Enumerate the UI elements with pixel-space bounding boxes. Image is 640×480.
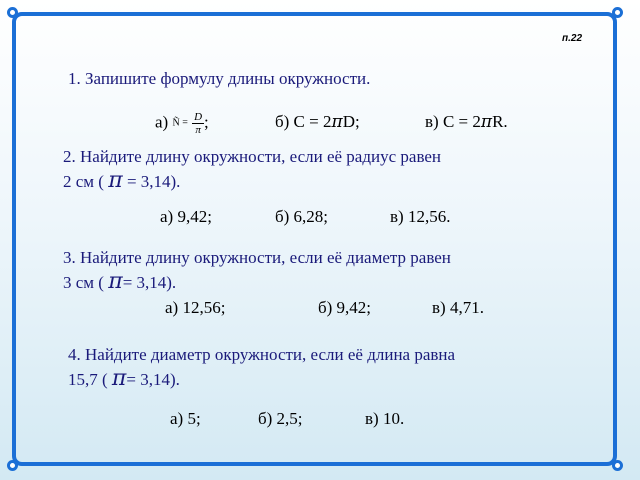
question-4-line1: 4. Найдите диаметр окружности, если её длина равна — [68, 345, 456, 364]
pi-symbol: π — [331, 112, 343, 132]
pi-symbol: π — [111, 366, 127, 391]
q2-option-a[interactable]: а) 9,42; — [160, 207, 212, 226]
q4-option-b[interactable]: б) 2,5; — [258, 409, 303, 428]
q1-option-b[interactable]: б) С = 2πD; — [275, 112, 360, 132]
question-3-line1: 3. Найдите длину окружности, если её диаметр равен — [63, 248, 451, 267]
q1-option-a[interactable]: а) Ñ = $\frac{D}{\pi}$; — [155, 111, 209, 136]
pi-symbol: π — [480, 112, 493, 132]
q3-option-a[interactable]: а) 12,56; — [165, 298, 226, 317]
q4-option-c[interactable]: в) 10. — [365, 409, 405, 428]
formula-fraction: $\frac{D}{\pi}$ — [194, 111, 203, 136]
q2-option-c[interactable]: в) 12,56. — [390, 207, 451, 226]
q3-option-c[interactable]: в) 4,71. — [432, 298, 484, 317]
q2-option-b[interactable]: б) 6,28; — [275, 207, 329, 226]
frame-corner-top-left — [7, 7, 18, 18]
pi-symbol: π — [108, 168, 123, 193]
q1-option-c[interactable]: в) С = 2πR. — [425, 112, 508, 132]
question-2-line2: 2 см ( π = 3,14). — [63, 168, 181, 193]
question-1-text: 1. Запишите формулу длины окружности. — [68, 69, 371, 88]
question-4-line2: 15,7 ( π= 3,14). — [68, 366, 180, 391]
q3-option-b[interactable]: б) 9,42; — [318, 298, 372, 317]
pi-symbol: π — [108, 269, 123, 294]
question-2-line1: 2. Найдите длину окружности, если её радиус равен — [63, 147, 442, 166]
frame-corner-bottom-right — [612, 460, 623, 471]
question-1 — [68, 67, 370, 91]
question-3-line2: 3 см ( π= 3,14). — [63, 269, 177, 294]
page-number: п.22 — [562, 33, 583, 44]
frame-corner-top-right — [612, 7, 623, 18]
question-2 — [63, 145, 441, 194]
question-3 — [63, 246, 451, 295]
question-4 — [68, 343, 455, 392]
frame-corner-bottom-left — [7, 460, 18, 471]
q4-option-a[interactable]: а) 5; — [170, 409, 201, 428]
